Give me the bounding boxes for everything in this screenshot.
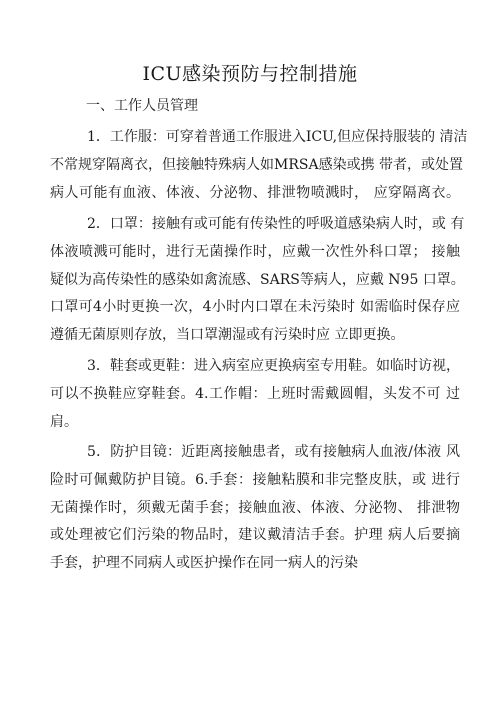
paragraph-line: 2．口罩：接触有或可能有传染性的呼吸道感染病人时，或 有 [87, 216, 465, 232]
paragraph-line: 5．防护目镜：近距离接触患者，或有接触病人血液/体液 风 [87, 444, 460, 460]
paragraph-line: 1．工作服：可穿着普通工作服进入ICU,但应保持服装的 清洁 [87, 129, 468, 145]
paragraph-line: 可以不换鞋应穿鞋套。4.工作帽：上班时需戴圆帽，头发不可 过 [50, 385, 460, 402]
paragraph-line: 病人可能有血液、体液、分泌物、排泄物喷溅时， 应穿隔离衣。 [50, 184, 460, 201]
document-title: ICU感染预防与控制措施 [142, 63, 358, 85]
paragraph-line: 险时可佩戴防护目镜。6.手套：接触粘膜和非完整皮肤，或 进行 [50, 471, 460, 488]
paragraph-line: 3．鞋套或更鞋：进入病室应更换病室专用鞋。如临时访视， [87, 358, 460, 374]
paragraph-masks [50, 211, 465, 350]
paragraph-line: 手套，护理不同病人或医护操作在同一病人的污染 [50, 555, 358, 572]
paragraph-line: 体液喷溅可能时，进行无菌操作时，应戴一次性外科口罩； 接触 [50, 243, 460, 260]
paragraph-line: 或处理被它们污染的物品时，建议戴清洁手套。护理 病人后要摘 [50, 527, 460, 544]
section-heading: 一、工作人员管理 [86, 98, 198, 114]
paragraph-line: 遵循无菌原则存放，当口罩潮湿或有污染时应 立即更换。 [50, 327, 405, 344]
paragraph-line: 口罩可4小时更换一次，4小时内口罩在未污染时 如需临时保存应 [50, 299, 460, 316]
paragraph-line: 疑似为高传染性的感染如禽流感、SARS等病人，应戴 N95 口罩。 [50, 271, 465, 288]
paragraph-line: 肩。 [50, 413, 78, 430]
paragraph-shoe-covers [50, 353, 460, 436]
paragraph-goggles-gloves [50, 439, 460, 578]
paragraph-line: 不常规穿隔离衣，但接触特殊病人如MRSA感染或携 带者，或处置 [50, 156, 464, 173]
paragraph-line: 无菌操作时，须戴无菌手套；接触血液、体液、分泌物、 排泄物 [50, 499, 460, 516]
paragraph-work-clothing [50, 124, 468, 207]
